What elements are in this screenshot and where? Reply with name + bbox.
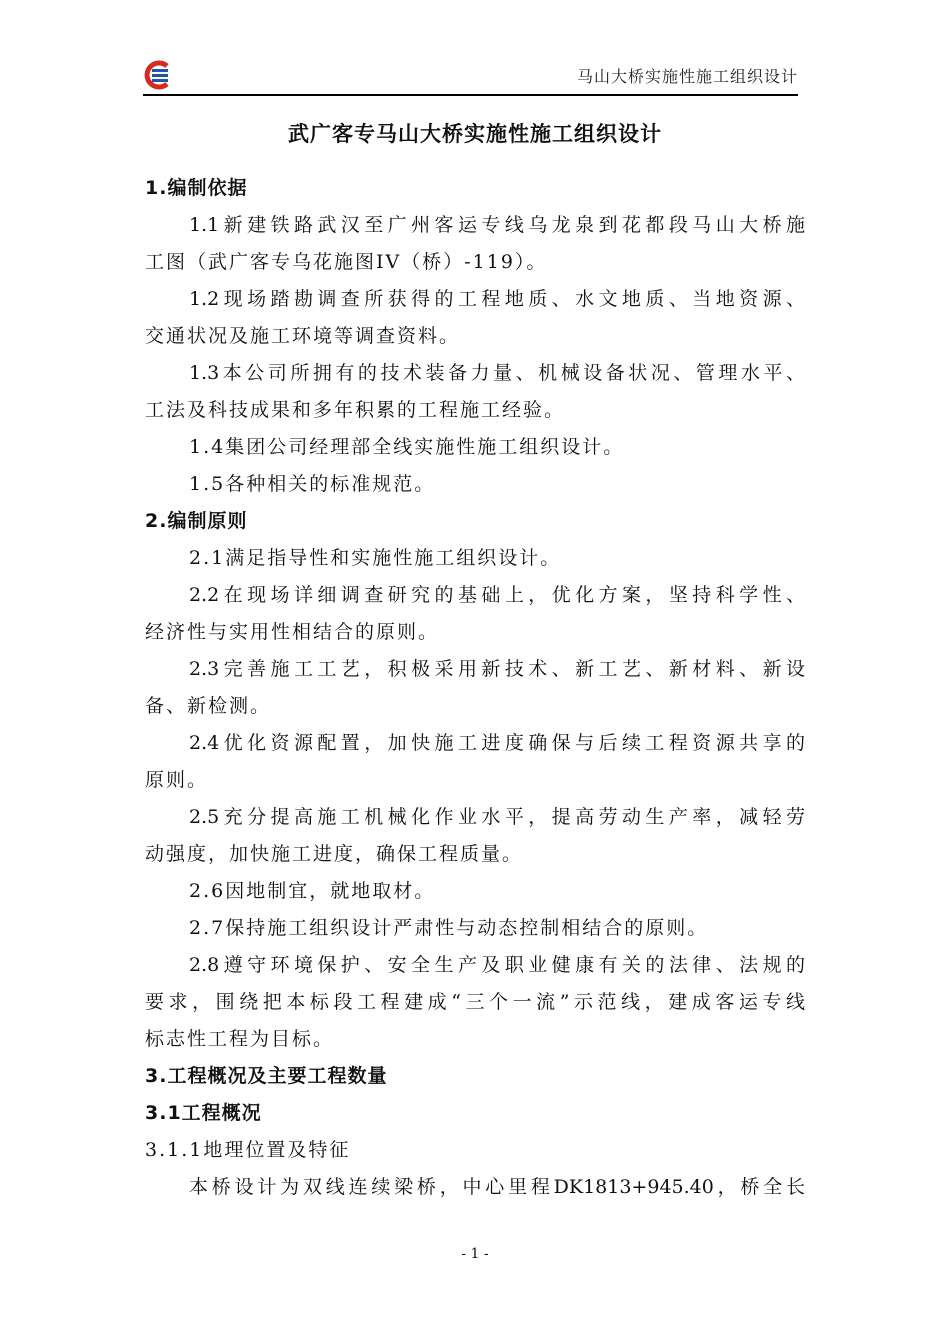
header-title: 马山大桥实施性施工组织设计 (576, 67, 798, 86)
page-number: - 1 - (461, 1246, 489, 1262)
paragraph-line: 2.5充分提高施工机械化作业水平，提高劳动生产率，减轻劳 (189, 806, 805, 828)
section-heading: 2.编制原则 (145, 510, 248, 532)
document-body (145, 170, 805, 1206)
section-heading: 3.工程概况及主要工程数量 (145, 1065, 388, 1087)
paragraph-line: 经济性与实用性相结合的原则。 (145, 621, 440, 643)
paragraph-line: 工图（武广客专乌花施图IV（桥）-119）。 (145, 251, 548, 273)
paragraph-line: 2.6因地制宜，就地取材。 (189, 880, 436, 902)
paragraph-line: 2.2在现场详细调查研究的基础上，优化方案，坚持科学性、 (189, 584, 805, 606)
paragraph-line: 交通状况及施工环境等调查资料。 (145, 325, 461, 347)
paragraph-line: 2.4优化资源配置，加快施工进度确保与后续工程资源共享的 (189, 732, 805, 754)
paragraph-line: 动强度，加快施工进度，确保工程质量。 (145, 843, 524, 865)
paragraph-line: 标志性工程为目标。 (145, 1028, 335, 1050)
paragraph-line: 备、新检测。 (145, 695, 272, 717)
paragraph-line: 要求，围绕把本标段工程建成“三个一流”示范线，建成客运专线 (145, 991, 805, 1013)
paragraph-line: 2.1满足指导性和实施性施工组织设计。 (189, 547, 562, 569)
header-divider (143, 94, 798, 96)
paragraph-line: 2.7保持施工组织设计严肃性与动态控制相结合的原则。 (189, 917, 709, 939)
page-header (143, 58, 798, 98)
section-heading: 1.编制依据 (145, 177, 248, 199)
paragraph-line: 1.5各种相关的标准规范。 (189, 473, 436, 495)
paragraph-line: 原则。 (145, 769, 209, 791)
paragraph-line: 1.3本公司所拥有的技术装备力量、机械设备状况、管理水平、 (189, 362, 805, 384)
paragraph-line: 工法及科技成果和多年积累的工程施工经验。 (145, 399, 566, 421)
company-logo-icon (143, 60, 173, 90)
paragraph-line: 1.4集团公司经理部全线实施性施工组织设计。 (189, 436, 625, 458)
paragraph-line: 1.1新建铁路武汉至广州客运专线乌龙泉到花都段马山大桥施 (189, 214, 805, 236)
document-title: 武广客专马山大桥实施性施工组织设计 (288, 122, 662, 146)
paragraph-line: 2.3完善施工工艺，积极采用新技术、新工艺、新材料、新设 (189, 658, 805, 680)
paragraph-line: 3.1.1地理位置及特征 (145, 1139, 351, 1161)
paragraph-line: 2.8遵守环境保护、安全生产及职业健康有关的法律、法规的 (189, 954, 805, 976)
paragraph-line: 本桥设计为双线连续梁桥，中心里程DK1813+945.40，桥全长 (189, 1176, 805, 1198)
subsection-heading: 3.1工程概况 (145, 1102, 262, 1124)
paragraph-line: 1.2现场踏勘调查所获得的工程地质、水文地质、当地资源、 (189, 288, 805, 310)
